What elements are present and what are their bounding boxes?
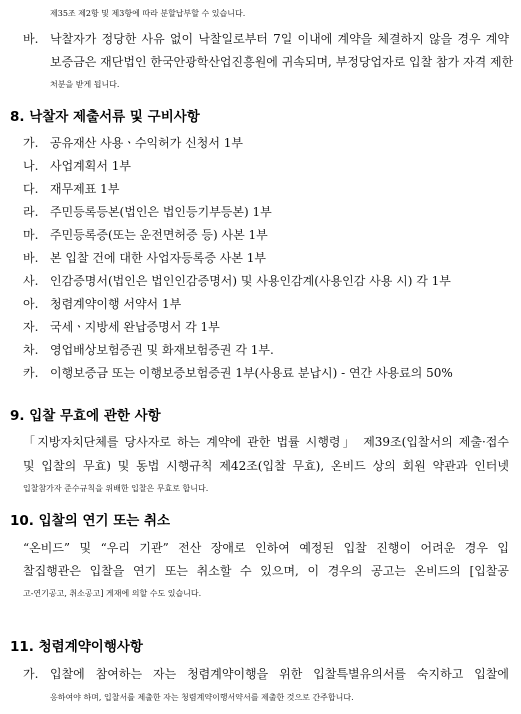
list-marker: 라.	[23, 205, 39, 219]
section-heading-11: 11. 청렴계약이행사항	[10, 639, 143, 655]
list-item-text: 주민등록증(또는 운전면허증 등) 사본 1부	[50, 228, 268, 242]
section-heading-9: 9. 입찰 무효에 관한 사항	[10, 408, 161, 424]
list-item-text: 국세ㆍ지방세 완납증명서 각 1부	[50, 320, 220, 334]
body-text-line: 입찰에 참여하는 자는 청렴계약이행을 위한 입찰특별유의서를 숙지하고 입찰에	[50, 667, 509, 681]
list-marker: 마.	[23, 228, 39, 242]
list-item-text: 이행보증금 또는 이행보증보험증권 1부(사용료 분납시) - 연간 사용료의 50%	[50, 366, 453, 380]
body-text-line: 제35조 제2항 및 제3항에 따라 분할납부할 수 있습니다.	[50, 9, 246, 18]
list-marker: 차.	[23, 343, 39, 357]
list-item-text: 인감증명서(법인은 법인인감증명서) 및 사용인감계(사용인감 사용 시) 각 1부	[50, 274, 451, 288]
list-marker: 카.	[23, 366, 39, 380]
list-item-text: 재무제표 1부	[50, 182, 120, 196]
list-marker: 나.	[23, 159, 39, 173]
list-marker: 사.	[23, 274, 39, 288]
list-marker: 자.	[23, 320, 39, 334]
list-marker: 다.	[23, 182, 39, 196]
body-text-line: 처분을 받게 됩니다.	[50, 80, 120, 89]
list-item-text: 공유재산 사용ㆍ수익허가 신청서 1부	[50, 136, 243, 150]
section-heading-8: 8. 낙찰자 제출서류 및 구비사항	[10, 109, 200, 125]
section-heading-10: 10. 입찰의 연기 또는 취소	[10, 513, 171, 529]
list-item-text: 본 입찰 건에 대한 사업자등록증 사본 1부	[50, 251, 266, 265]
list-marker: 가.	[23, 667, 39, 681]
list-marker: 바.	[23, 32, 39, 46]
body-text-line: 찰집행관은 입찰을 연기 또는 취소할 수 있으며, 이 경우의 공고는 온비드의 [입찰공	[23, 564, 509, 578]
list-marker: 가.	[23, 136, 39, 150]
body-text-line: 보증금은 재단법인 한국안광학산업진흥원에 귀속되며, 부정당업자로 입찰 참가 자격 제한	[50, 55, 514, 69]
list-item-text: 영업배상보험증권 및 화재보험증권 각 1부.	[50, 343, 274, 357]
list-marker: 아.	[23, 297, 39, 311]
body-text-line: 「지방자치단체를 당사자로 하는 계약에 관한 법률 시행령」 제39조(입찰서의 제출·접수	[23, 435, 509, 449]
body-text-line: 고-연기공고, 취소공고] 게재에 의할 수도 있습니다.	[23, 589, 202, 598]
list-item-text: 주민등록등본(법인은 법인등기부등본) 1부	[50, 205, 272, 219]
list-item-text: 사업계획서 1부	[50, 159, 132, 173]
body-text-line: 낙찰자가 정당한 사유 없이 낙찰일로부터 7일 이내에 계약을 체결하지 않을 경우 계약	[50, 32, 509, 46]
body-text-line: 및 입찰의 무효) 및 동법 시행규칙 제42조(입찰 무효), 온비드 상의 회원 약관과 인터넷	[23, 459, 509, 473]
list-marker: 바.	[23, 251, 39, 265]
body-text-line: 입찰참가자 준수규칙을 위배한 입찰은 무효로 합니다.	[23, 484, 209, 493]
body-text-line: 응하여야 하며, 입찰서를 제출한 자는 청렴계약이행서약서를 제출한 것으로 간주합니다.	[50, 693, 354, 702]
body-text-line: “온비드” 및 “우리 기관” 전산 장애로 인하여 예정된 입찰 진행이 어려운 경우 입	[23, 541, 509, 555]
list-item-text: 청렴계약이행 서약서 1부	[50, 297, 182, 311]
